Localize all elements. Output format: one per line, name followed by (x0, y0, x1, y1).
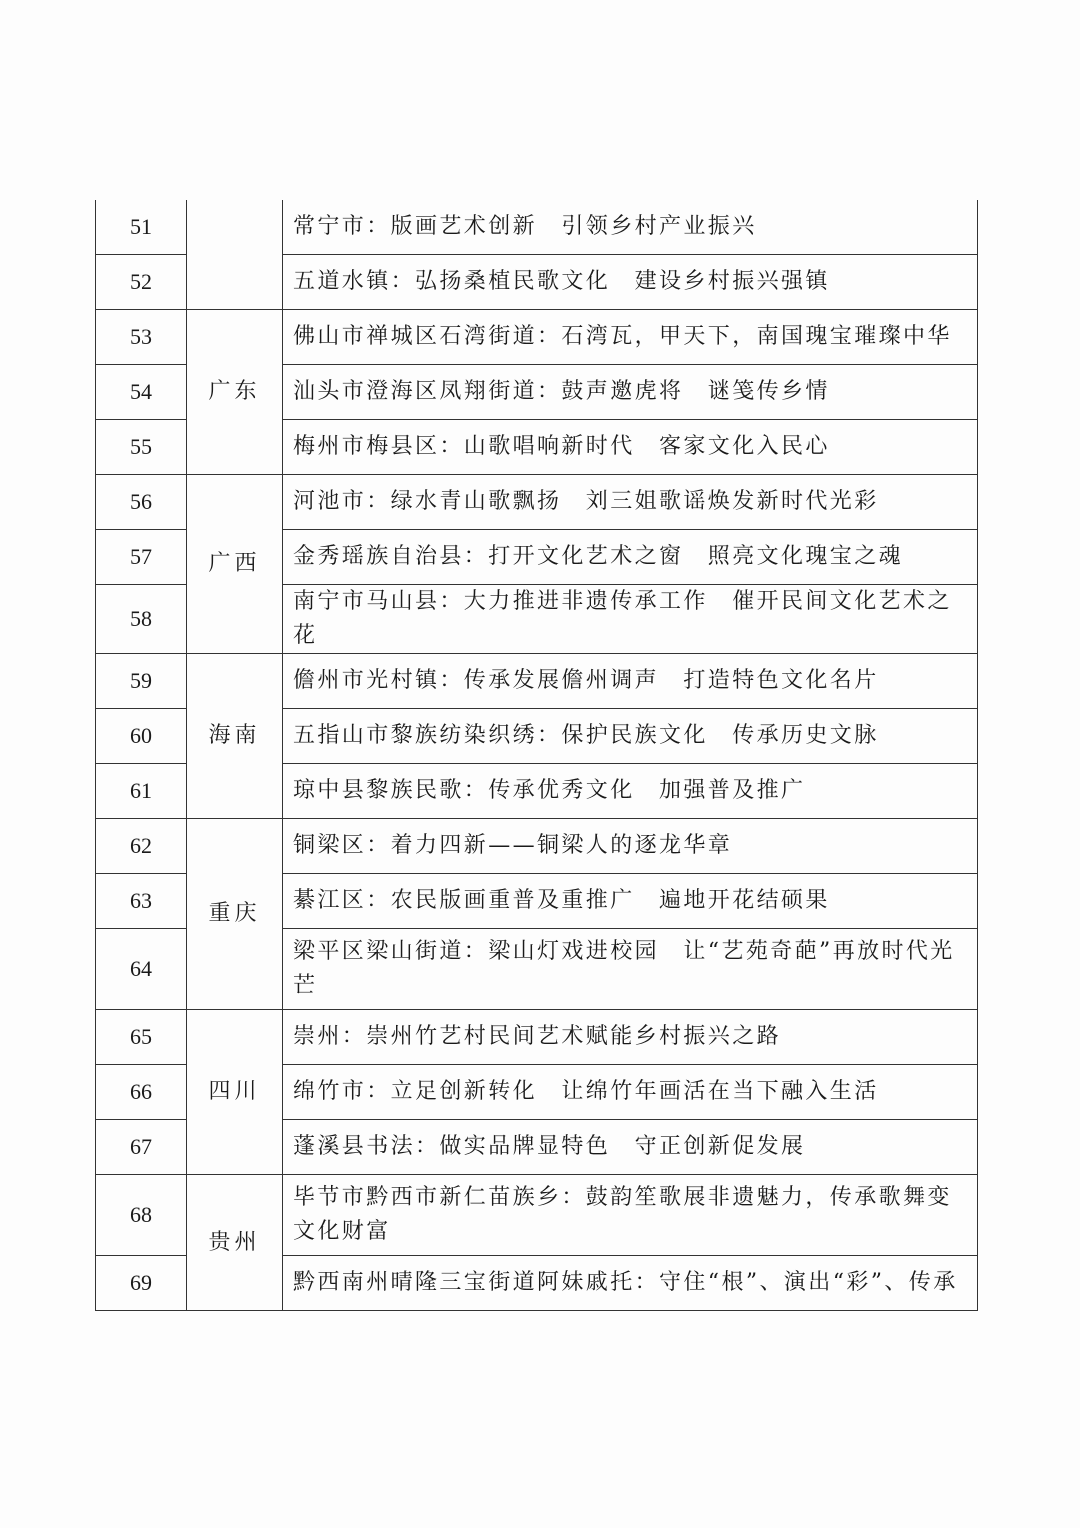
row-number: 66 (96, 1065, 187, 1120)
row-number: 65 (96, 1010, 187, 1065)
row-number: 63 (96, 874, 187, 929)
project-title: 河池市：绿水青山歌飘扬 刘三姐歌谣焕发新时代光彩 (283, 475, 978, 530)
row-number: 64 (96, 929, 187, 1010)
province-cell: 贵州 (187, 1175, 283, 1311)
project-title: 梁平区梁山街道：梁山灯戏进校园 让“艺苑奇葩”再放时代光芒 (283, 929, 978, 1010)
table-row (96, 200, 978, 255)
project-title: 五指山市黎族纺染织绣：保护民族文化 传承历史文脉 (283, 709, 978, 764)
project-title: 五道水镇：弘扬桑植民歌文化 建设乡村振兴强镇 (283, 255, 978, 310)
row-number: 69 (96, 1256, 187, 1311)
province-cell: 海南 (187, 654, 283, 819)
province-cell: 重庆 (187, 819, 283, 1010)
row-number: 58 (96, 585, 187, 654)
project-list-table (95, 200, 978, 1311)
row-number: 68 (96, 1175, 187, 1256)
row-number: 60 (96, 709, 187, 764)
project-title: 崇州：崇州竹艺村民间艺术赋能乡村振兴之路 (283, 1010, 978, 1065)
project-title: 南宁市马山县：大力推进非遗传承工作 催开民间文化艺术之花 (283, 585, 978, 654)
project-title: 毕节市黔西市新仁苗族乡：鼓韵笙歌展非遗魅力，传承歌舞变文化财富 (283, 1175, 978, 1256)
row-number: 54 (96, 365, 187, 420)
table-row (96, 310, 978, 365)
project-title: 梅州市梅县区：山歌唱响新时代 客家文化入民心 (283, 420, 978, 475)
row-number: 62 (96, 819, 187, 874)
project-title: 綦江区：农民版画重普及重推广 遍地开花结硕果 (283, 874, 978, 929)
province-cell: 广西 (187, 475, 283, 654)
project-title: 琼中县黎族民歌：传承优秀文化 加强普及推广 (283, 764, 978, 819)
row-number: 53 (96, 310, 187, 365)
project-title: 金秀瑶族自治县：打开文化艺术之窗 照亮文化瑰宝之魂 (283, 530, 978, 585)
province-cell: 四川 (187, 1010, 283, 1175)
table-row (96, 1175, 978, 1256)
project-title: 佛山市禅城区石湾街道：石湾瓦，甲天下，南国瑰宝璀璨中华 (283, 310, 978, 365)
row-number: 52 (96, 255, 187, 310)
row-number: 59 (96, 654, 187, 709)
project-title: 常宁市：版画艺术创新 引领乡村产业振兴 (283, 200, 978, 255)
row-number: 57 (96, 530, 187, 585)
table-row (96, 475, 978, 530)
project-title: 蓬溪县书法：做实品牌显特色 守正创新促发展 (283, 1120, 978, 1175)
project-title: 绵竹市：立足创新转化 让绵竹年画活在当下融入生活 (283, 1065, 978, 1120)
project-title: 儋州市光村镇：传承发展儋州调声 打造特色文化名片 (283, 654, 978, 709)
province-cell (187, 200, 283, 310)
row-number: 67 (96, 1120, 187, 1175)
table-row (96, 819, 978, 874)
project-title: 铜梁区：着力四新——铜梁人的逐龙华章 (283, 819, 978, 874)
row-number: 61 (96, 764, 187, 819)
province-cell: 广东 (187, 310, 283, 475)
project-title: 汕头市澄海区凤翔街道：鼓声邀虎将 谜笺传乡情 (283, 365, 978, 420)
table-row (96, 1010, 978, 1065)
table-row (96, 654, 978, 709)
row-number: 56 (96, 475, 187, 530)
project-title: 黔西南州晴隆三宝街道阿妹戚托：守住“根”、演出“彩”、传承 (283, 1256, 978, 1311)
row-number: 51 (96, 200, 187, 255)
row-number: 55 (96, 420, 187, 475)
